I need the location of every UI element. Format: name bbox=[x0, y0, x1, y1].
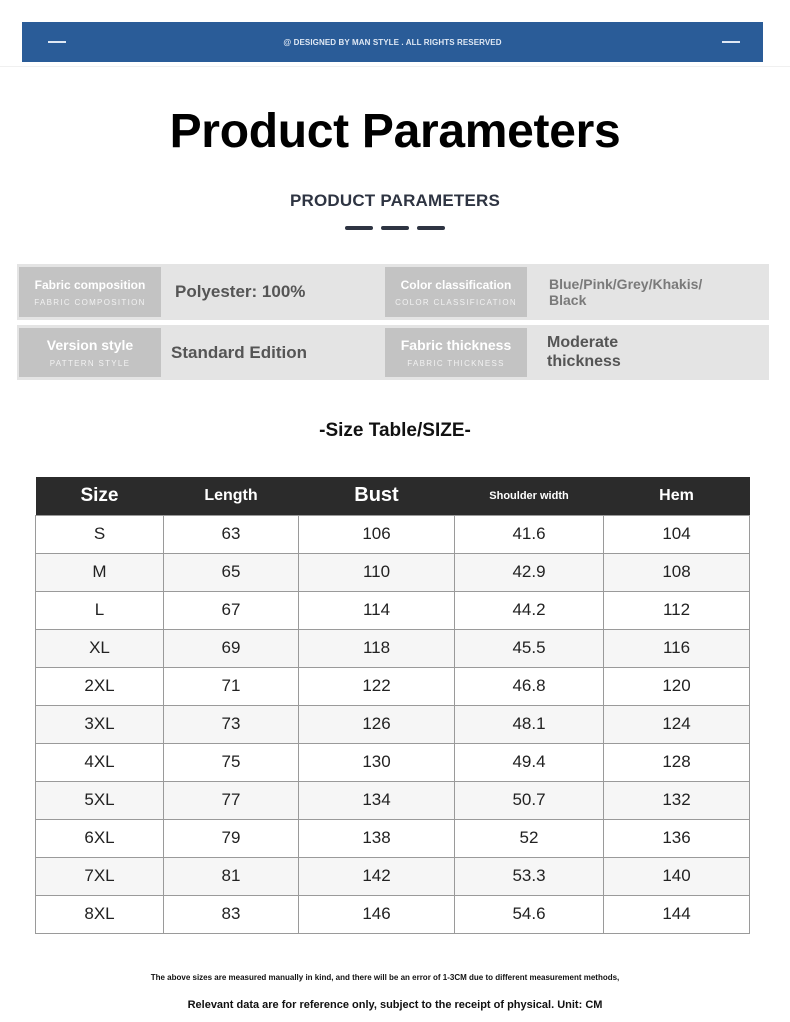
table-cell: 122 bbox=[299, 667, 455, 705]
table-cell: 118 bbox=[299, 629, 455, 667]
table-cell: 108 bbox=[604, 553, 750, 591]
table-cell: 136 bbox=[604, 819, 750, 857]
table-row bbox=[36, 895, 750, 933]
table-cell: 130 bbox=[299, 743, 455, 781]
table-cell: 52 bbox=[455, 819, 604, 857]
table-cell: 128 bbox=[604, 743, 750, 781]
table-cell: S bbox=[36, 515, 164, 553]
table-cell: 106 bbox=[299, 515, 455, 553]
size-table-title: -Size Table/SIZE- bbox=[319, 420, 471, 441]
table-cell: 81 bbox=[164, 857, 299, 895]
table-header-row bbox=[36, 477, 750, 515]
table-cell: 41.6 bbox=[455, 515, 604, 553]
column-header: Hem bbox=[604, 477, 750, 515]
table-cell: 146 bbox=[299, 895, 455, 933]
table-cell: 50.7 bbox=[455, 781, 604, 819]
table-cell: 79 bbox=[164, 819, 299, 857]
parameter-value: Blue/Pink/Grey/Khakis/ Black bbox=[549, 275, 703, 308]
table-cell: 48.1 bbox=[455, 705, 604, 743]
table-row bbox=[36, 819, 750, 857]
parameter-row bbox=[17, 325, 769, 380]
table-cell: 138 bbox=[299, 819, 455, 857]
table-cell: 69 bbox=[164, 629, 299, 667]
table-cell: 126 bbox=[299, 705, 455, 743]
table-cell: 83 bbox=[164, 895, 299, 933]
dash-icon bbox=[48, 41, 66, 43]
table-cell: 67 bbox=[164, 591, 299, 629]
parameter-value: Standard Edition bbox=[171, 342, 307, 362]
table-row bbox=[36, 781, 750, 819]
parameter-value: Moderate thickness bbox=[547, 334, 621, 370]
table-cell: 120 bbox=[604, 667, 750, 705]
table-cell: 54.6 bbox=[455, 895, 604, 933]
banner-text: @ DESIGNED BY MAN STYLE . ALL RIGHTS RESERVED bbox=[283, 37, 502, 47]
table-cell: 116 bbox=[604, 629, 750, 667]
parameter-row bbox=[17, 264, 769, 320]
table-cell: 134 bbox=[299, 781, 455, 819]
table-cell: 132 bbox=[604, 781, 750, 819]
table-cell: 110 bbox=[299, 553, 455, 591]
table-cell: 6XL bbox=[36, 819, 164, 857]
table-row bbox=[36, 591, 750, 629]
table-row bbox=[36, 515, 750, 553]
table-cell: 114 bbox=[299, 591, 455, 629]
table-cell: XL bbox=[36, 629, 164, 667]
table-cell: 65 bbox=[164, 553, 299, 591]
table-cell: 4XL bbox=[36, 743, 164, 781]
parameter-label: Color classification COLOR CLASSIFICATION bbox=[385, 267, 527, 317]
column-header: Size bbox=[36, 477, 164, 515]
table-cell: 142 bbox=[299, 857, 455, 895]
size-table-body bbox=[36, 515, 750, 933]
parameter-label: Fabric thickness FABRIC THICKNESS bbox=[385, 328, 527, 377]
table-cell: 42.9 bbox=[455, 553, 604, 591]
table-cell: 3XL bbox=[36, 705, 164, 743]
table-cell: 75 bbox=[164, 743, 299, 781]
column-header: Bust bbox=[299, 477, 455, 515]
table-cell: 44.2 bbox=[455, 591, 604, 629]
table-cell: 140 bbox=[604, 857, 750, 895]
divider bbox=[0, 66, 790, 67]
table-cell: 7XL bbox=[36, 857, 164, 895]
table-cell: 77 bbox=[164, 781, 299, 819]
table-cell: 73 bbox=[164, 705, 299, 743]
table-row bbox=[36, 667, 750, 705]
table-cell: 5XL bbox=[36, 781, 164, 819]
dash-icon bbox=[722, 41, 740, 43]
table-cell: 8XL bbox=[36, 895, 164, 933]
reference-note: Relevant data are for reference only, subject to the receipt of physical. Unit: CM bbox=[187, 999, 603, 1011]
table-cell: 104 bbox=[604, 515, 750, 553]
column-header: Length bbox=[164, 477, 299, 515]
table-row bbox=[36, 857, 750, 895]
header-banner bbox=[22, 22, 763, 62]
parameter-value: Polyester: 100% bbox=[175, 282, 306, 302]
column-header: Shoulder width bbox=[455, 477, 604, 515]
table-cell: M bbox=[36, 553, 164, 591]
table-cell: 112 bbox=[604, 591, 750, 629]
table-cell: 46.8 bbox=[455, 667, 604, 705]
size-table bbox=[35, 477, 750, 934]
page-title: Product Parameters bbox=[169, 105, 621, 158]
table-cell: 144 bbox=[604, 895, 750, 933]
decorative-dashes bbox=[345, 226, 445, 230]
table-cell: L bbox=[36, 591, 164, 629]
table-row bbox=[36, 629, 750, 667]
parameter-label: Version style PATTERN STYLE bbox=[19, 328, 161, 377]
parameter-label: Fabric composition FABRIC COMPOSITION bbox=[19, 267, 161, 317]
table-row bbox=[36, 553, 750, 591]
table-cell: 71 bbox=[164, 667, 299, 705]
table-cell: 63 bbox=[164, 515, 299, 553]
table-cell: 53.3 bbox=[455, 857, 604, 895]
table-row bbox=[36, 743, 750, 781]
table-cell: 2XL bbox=[36, 667, 164, 705]
measurement-note: The above sizes are measured manually in kind, and there will be an error of 1-3CM due to different measurement methods, bbox=[150, 973, 620, 982]
table-cell: 49.4 bbox=[455, 743, 604, 781]
table-cell: 45.5 bbox=[455, 629, 604, 667]
table-row bbox=[36, 705, 750, 743]
section-subtitle: PRODUCT PARAMETERS bbox=[289, 191, 501, 210]
table-cell: 124 bbox=[604, 705, 750, 743]
